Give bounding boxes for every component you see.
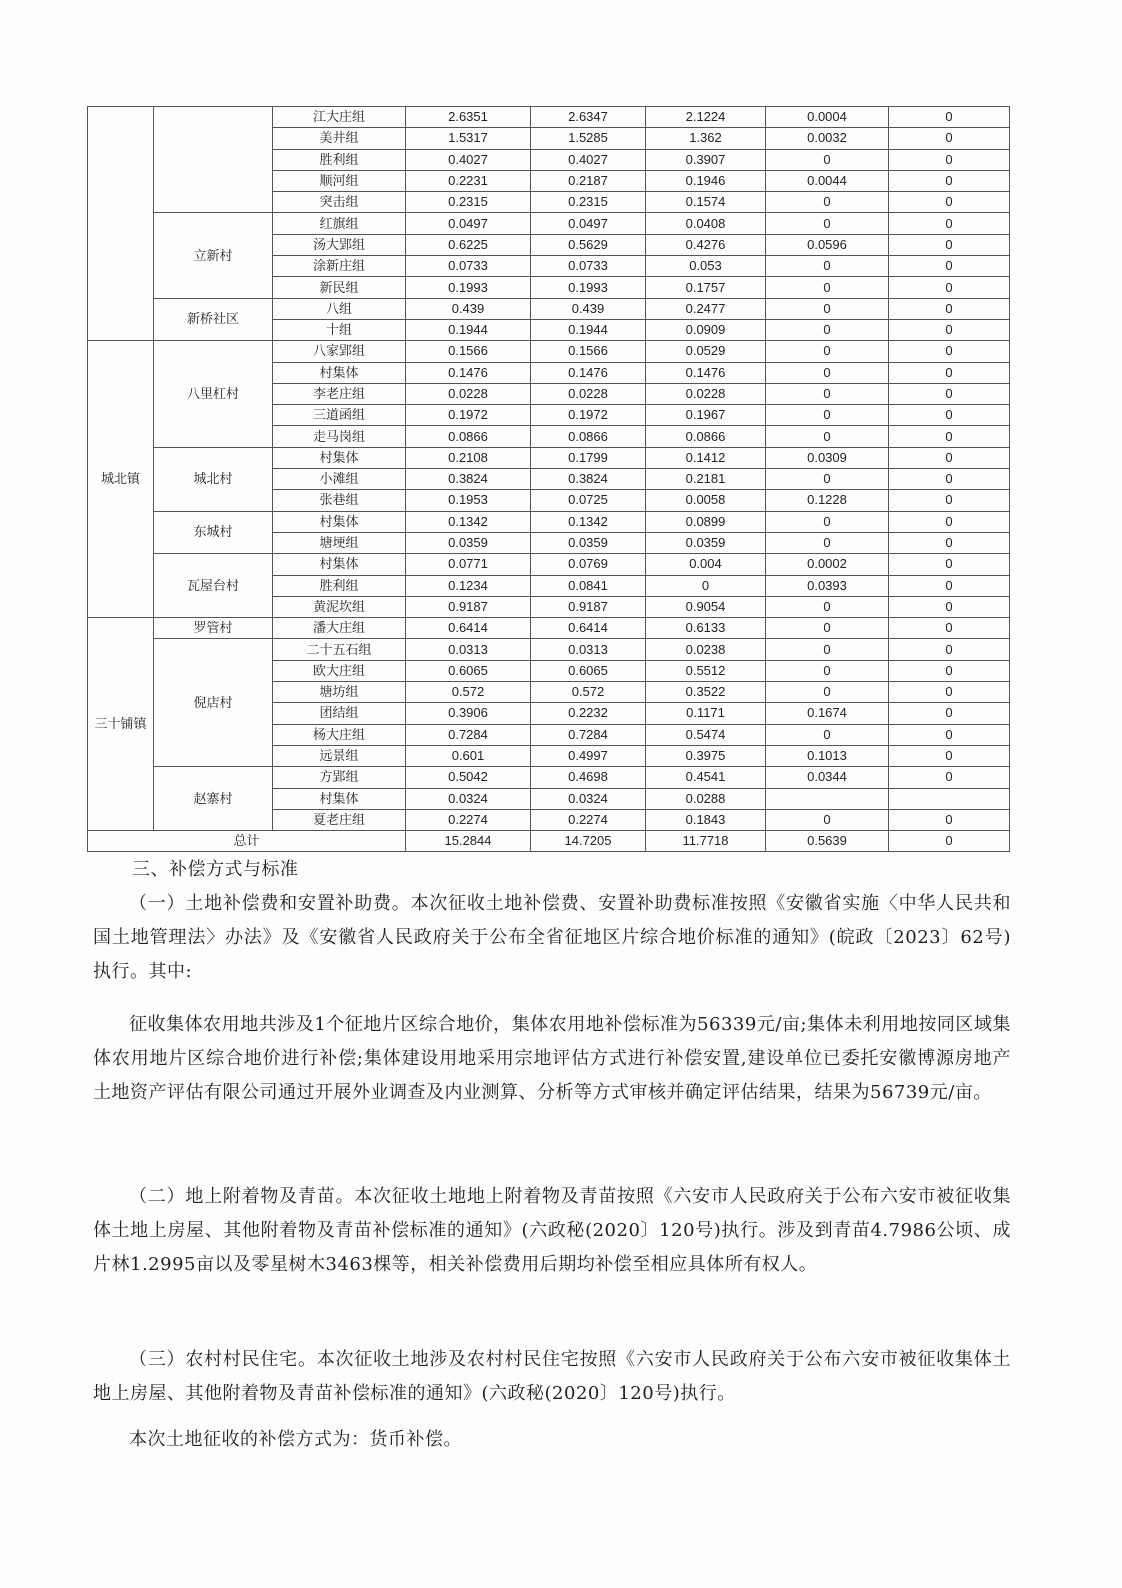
value-cell: 0.3824: [531, 469, 646, 490]
value-cell: 0.0529: [646, 341, 766, 362]
value-cell: 0: [646, 575, 766, 596]
value-cell: 0: [889, 724, 1010, 745]
value-cell: 0.4997: [531, 745, 646, 766]
group-cell: 欧大庄组: [273, 660, 406, 681]
value-cell: 0: [766, 362, 889, 383]
table-row: [88, 213, 1010, 234]
group-cell: 村集体: [273, 554, 406, 575]
value-cell: 0.0004: [766, 107, 889, 128]
value-cell: 0.1228: [766, 490, 889, 511]
value-cell: 0.2315: [406, 192, 531, 213]
group-cell: 塘埂组: [273, 532, 406, 553]
paragraph-land-compensation: [93, 887, 1011, 989]
value-cell: 0: [889, 298, 1010, 319]
value-cell: 0: [766, 298, 889, 319]
village-cell: 八里杠村: [154, 341, 273, 447]
value-cell: 0: [889, 192, 1010, 213]
value-cell: 0.0044: [766, 170, 889, 191]
total-row: [88, 831, 1010, 852]
value-cell: 0.3522: [646, 682, 766, 703]
value-cell: 0: [766, 596, 889, 617]
value-cell: 0.0058: [646, 490, 766, 511]
value-cell: 0: [889, 170, 1010, 191]
value-cell: 0.0238: [646, 639, 766, 660]
value-cell: 2.1224: [646, 107, 766, 128]
table-row: [88, 447, 1010, 468]
value-cell: 0.9187: [406, 596, 531, 617]
value-cell: [766, 788, 889, 809]
value-cell: 0.1953: [406, 490, 531, 511]
village-cell: [154, 107, 273, 213]
value-cell: 0.0313: [531, 639, 646, 660]
value-cell: 2.6351: [406, 107, 531, 128]
value-cell: 0: [889, 511, 1010, 532]
value-cell: 0.0359: [531, 532, 646, 553]
paragraph-text: 本次征收土地地上附着物及青苗按照《六安市人民政府关于公布六安市被征收集体土地上房屋、其他附着物及青苗补偿标准的通知》(六政秘(2020〕120号)执行。涉及到青苗4.7986公顷、成片林1.2995亩以及零星树木3463棵等，相关补偿费用后期均补偿至相应具体所有权人。: [93, 1186, 1012, 1275]
value-cell: 0: [889, 596, 1010, 617]
value-cell: 0: [889, 639, 1010, 660]
value-cell: 0: [889, 554, 1010, 575]
group-cell: 走马岗组: [273, 426, 406, 447]
value-cell: 0: [889, 575, 1010, 596]
value-cell: 0: [766, 319, 889, 340]
land-acquisition-table: [87, 106, 1010, 852]
value-cell: 0: [766, 341, 889, 362]
value-cell: 0.6225: [406, 234, 531, 255]
value-cell: 0.0032: [766, 128, 889, 149]
value-cell: 0.1566: [531, 341, 646, 362]
value-cell: 0.0497: [531, 213, 646, 234]
value-cell: 0.1757: [646, 277, 766, 298]
value-cell: 0.1946: [646, 170, 766, 191]
value-cell: 0.5042: [406, 767, 531, 788]
value-cell: 0.1843: [646, 809, 766, 830]
section-heading: 三、补偿方式与标准: [132, 859, 299, 880]
group-cell: 三道函组: [273, 405, 406, 426]
value-cell: 0.2274: [531, 809, 646, 830]
group-cell: 黄泥坎组: [273, 596, 406, 617]
village-cell: 罗管村: [154, 618, 273, 639]
value-cell: 0.1476: [646, 362, 766, 383]
value-cell: 0.1476: [406, 362, 531, 383]
value-cell: 0.1972: [531, 405, 646, 426]
value-cell: 0.0866: [531, 426, 646, 447]
table-row: [88, 341, 1010, 362]
value-cell: 0.1342: [406, 511, 531, 532]
value-cell: 0.572: [406, 682, 531, 703]
value-cell: 0: [889, 341, 1010, 362]
value-cell: 0: [889, 682, 1010, 703]
value-cell: 0.0771: [406, 554, 531, 575]
value-cell: 0: [889, 149, 1010, 170]
value-cell: 0.0596: [766, 234, 889, 255]
town-cell: 三十铺镇: [88, 618, 154, 831]
value-cell: 0: [766, 469, 889, 490]
value-cell: 0: [889, 490, 1010, 511]
value-cell: 0.2108: [406, 447, 531, 468]
group-cell: 江大庄组: [273, 107, 406, 128]
value-cell: 0: [889, 319, 1010, 340]
value-cell: 0.2274: [406, 809, 531, 830]
value-cell: 0: [889, 405, 1010, 426]
value-cell: 0.0002: [766, 554, 889, 575]
value-cell: 0: [889, 809, 1010, 830]
group-cell: 红旗组: [273, 213, 406, 234]
value-cell: 0.5474: [646, 724, 766, 745]
value-cell: 0: [766, 405, 889, 426]
value-cell: 0: [766, 426, 889, 447]
value-cell: 0.053: [646, 256, 766, 277]
value-cell: 0: [889, 234, 1010, 255]
group-cell: 十组: [273, 319, 406, 340]
value-cell: 0.3975: [646, 745, 766, 766]
group-cell: 村集体: [273, 362, 406, 383]
town-cell: 城北镇: [88, 341, 154, 618]
village-cell: 瓦屋台村: [154, 554, 273, 618]
value-cell: 0: [889, 213, 1010, 234]
value-cell: 0.4698: [531, 767, 646, 788]
group-cell: 张巷组: [273, 490, 406, 511]
value-cell: 0: [889, 256, 1010, 277]
table-row: [88, 767, 1010, 788]
value-cell: 0.2477: [646, 298, 766, 319]
value-cell: 0.0733: [531, 256, 646, 277]
value-cell: 0.4276: [646, 234, 766, 255]
value-cell: 0.1944: [531, 319, 646, 340]
value-cell: 0.1993: [406, 277, 531, 298]
value-cell: 0.9187: [531, 596, 646, 617]
group-cell: 胜利组: [273, 575, 406, 596]
value-cell: 0: [889, 128, 1010, 149]
total-value-cell: 15.2844: [406, 831, 531, 852]
value-cell: 0: [889, 618, 1010, 639]
value-cell: 0: [766, 256, 889, 277]
total-value-cell: 0: [889, 831, 1010, 852]
village-cell: 新桥社区: [154, 298, 273, 341]
paragraph-text: 本次征收土地补偿费、安置补助费标准按照《安徽省实施〈中华人民共和国土地管理法〉办法》及《安徽省人民政府关于公布全省征地区片综合地价标准的通知》(皖政〔2023〕62号)执行。其中:: [93, 893, 1011, 982]
subheading-land-compensation: （一）土地补偿费和安置补助费。: [129, 893, 411, 914]
value-cell: 0.0769: [531, 554, 646, 575]
group-cell: 李老庄组: [273, 383, 406, 404]
group-cell: 八家郢组: [273, 341, 406, 362]
value-cell: 0.7284: [531, 724, 646, 745]
value-cell: 0.2315: [531, 192, 646, 213]
value-cell: 0.0866: [646, 426, 766, 447]
value-cell: 0.1476: [531, 362, 646, 383]
value-cell: 0.0497: [406, 213, 531, 234]
value-cell: 0: [889, 107, 1010, 128]
total-label: 总计: [88, 831, 406, 852]
table-row: [88, 618, 1010, 639]
paragraph-price-standard: 征收集体农用地共涉及1个征地片区综合地价，集体农用地补偿标准为56339元/亩;集体未利用地按同区域集体农用地片区综合地价进行补偿;集体建设用地采用宗地评估方式进行补偿安置,建设单位已委托安徽博源房地产土地资产评估有限公司通过开展外业调查及内业测算、分析等方式审核并确定评估结果，结果为56739元/亩。: [93, 1014, 1011, 1103]
value-cell: 0.1574: [646, 192, 766, 213]
group-cell: 杨大庄组: [273, 724, 406, 745]
value-cell: 0.0725: [531, 490, 646, 511]
value-cell: 0.1412: [646, 447, 766, 468]
value-cell: 0.0344: [766, 767, 889, 788]
value-cell: 0.4027: [406, 149, 531, 170]
value-cell: 0.0408: [646, 213, 766, 234]
value-cell: 0: [889, 447, 1010, 468]
value-cell: 0.1972: [406, 405, 531, 426]
value-cell: [889, 788, 1010, 809]
value-cell: 1.5317: [406, 128, 531, 149]
value-cell: 0.6414: [406, 618, 531, 639]
value-cell: 0.0288: [646, 788, 766, 809]
value-cell: 0.2232: [531, 703, 646, 724]
total-value-cell: 11.7718: [646, 831, 766, 852]
value-cell: 0.0733: [406, 256, 531, 277]
table-row: [88, 107, 1010, 128]
value-cell: 0.0228: [646, 383, 766, 404]
value-cell: 0.0228: [406, 383, 531, 404]
value-cell: 0: [889, 660, 1010, 681]
value-cell: 0.1993: [531, 277, 646, 298]
value-cell: 0.3907: [646, 149, 766, 170]
value-cell: 0.0359: [646, 532, 766, 553]
group-cell: 潘大庄组: [273, 618, 406, 639]
group-cell: 顺河组: [273, 170, 406, 191]
value-cell: 0.1013: [766, 745, 889, 766]
value-cell: 0: [766, 724, 889, 745]
value-cell: 0: [889, 745, 1010, 766]
value-cell: 0.0393: [766, 575, 889, 596]
village-cell: 赵寨村: [154, 767, 273, 831]
value-cell: 0.1234: [406, 575, 531, 596]
value-cell: 0: [766, 809, 889, 830]
town-cell: [88, 107, 154, 341]
table-row: [88, 298, 1010, 319]
value-cell: 0: [766, 618, 889, 639]
value-cell: 0.6065: [406, 660, 531, 681]
group-cell: 塘坊组: [273, 682, 406, 703]
value-cell: 0.9054: [646, 596, 766, 617]
value-cell: 0: [889, 767, 1010, 788]
value-cell: 0.004: [646, 554, 766, 575]
value-cell: 1.362: [646, 128, 766, 149]
table-row: [88, 554, 1010, 575]
value-cell: 0.0359: [406, 532, 531, 553]
value-cell: 0.1799: [531, 447, 646, 468]
value-cell: 0.2231: [406, 170, 531, 191]
group-cell: 团结组: [273, 703, 406, 724]
value-cell: 0: [766, 383, 889, 404]
group-cell: 突击组: [273, 192, 406, 213]
value-cell: 0: [889, 532, 1010, 553]
value-cell: 0.0909: [646, 319, 766, 340]
value-cell: 0: [766, 511, 889, 532]
village-cell: 立新村: [154, 213, 273, 298]
paragraph-housing: （三）农村村民住宅。本次征收土地涉及农村村民住宅按照《六安市人民政府关于公布六安市被征收集体土地上房屋、其他附着物及青苗补偿标准的通知》(六政秘(2020〕120号)执行。: [93, 1349, 1011, 1404]
value-cell: 0: [889, 426, 1010, 447]
value-cell: 0.0841: [531, 575, 646, 596]
value-cell: 0.439: [406, 298, 531, 319]
group-cell: 二十五石组: [273, 639, 406, 660]
value-cell: 0.601: [406, 745, 531, 766]
group-cell: 村集体: [273, 511, 406, 532]
value-cell: 0.6133: [646, 618, 766, 639]
value-cell: 0: [766, 639, 889, 660]
value-cell: 0.0324: [531, 788, 646, 809]
value-cell: 0.2181: [646, 469, 766, 490]
value-cell: 0.1342: [531, 511, 646, 532]
value-cell: 0.0313: [406, 639, 531, 660]
village-cell: 城北村: [154, 447, 273, 511]
group-cell: 远景组: [273, 745, 406, 766]
value-cell: 0.572: [531, 682, 646, 703]
value-cell: 0.0324: [406, 788, 531, 809]
value-cell: 0.6065: [531, 660, 646, 681]
value-cell: 0.3906: [406, 703, 531, 724]
total-value-cell: 0.5639: [766, 831, 889, 852]
value-cell: 0.1674: [766, 703, 889, 724]
value-cell: 0.4541: [646, 767, 766, 788]
subheading-attachments: （二）地上附着物及青苗。: [129, 1186, 355, 1207]
value-cell: 2.6347: [531, 107, 646, 128]
value-cell: 0: [766, 682, 889, 703]
value-cell: 0: [766, 660, 889, 681]
value-cell: 0.7284: [406, 724, 531, 745]
value-cell: 0: [889, 383, 1010, 404]
group-cell: 夏老庄组: [273, 809, 406, 830]
value-cell: 0.1944: [406, 319, 531, 340]
value-cell: 0: [889, 277, 1010, 298]
value-cell: 0.5629: [531, 234, 646, 255]
table-row: [88, 639, 1010, 660]
group-cell: 村集体: [273, 788, 406, 809]
value-cell: 0.1967: [646, 405, 766, 426]
group-cell: 美井组: [273, 128, 406, 149]
value-cell: 0.439: [531, 298, 646, 319]
value-cell: 0.3824: [406, 469, 531, 490]
value-cell: 0.0866: [406, 426, 531, 447]
value-cell: 0.4027: [531, 149, 646, 170]
village-cell: 倪店村: [154, 639, 273, 767]
group-cell: 八组: [273, 298, 406, 319]
value-cell: 0: [766, 277, 889, 298]
value-cell: 0: [766, 213, 889, 234]
total-value-cell: 14.7205: [531, 831, 646, 852]
value-cell: 0: [766, 192, 889, 213]
group-cell: 新民组: [273, 277, 406, 298]
value-cell: 0.0228: [531, 383, 646, 404]
value-cell: 0.5512: [646, 660, 766, 681]
value-cell: 0: [889, 703, 1010, 724]
group-cell: 小滩组: [273, 469, 406, 490]
value-cell: 0.0309: [766, 447, 889, 468]
group-cell: 村集体: [273, 447, 406, 468]
paragraph-attachments: [93, 1180, 1011, 1282]
value-cell: 0: [889, 469, 1010, 490]
value-cell: 0.0899: [646, 511, 766, 532]
value-cell: 0.1171: [646, 703, 766, 724]
value-cell: 0: [766, 149, 889, 170]
value-cell: 0.2187: [531, 170, 646, 191]
value-cell: 0: [889, 362, 1010, 383]
group-cell: 胜利组: [273, 149, 406, 170]
value-cell: 0.1566: [406, 341, 531, 362]
value-cell: 0.6414: [531, 618, 646, 639]
paragraph-compensation-method: 本次土地征收的补偿方式为：货币补偿。: [129, 1429, 462, 1450]
group-cell: 方郢组: [273, 767, 406, 788]
value-cell: 1.5285: [531, 128, 646, 149]
value-cell: 0: [766, 532, 889, 553]
table-row: [88, 511, 1010, 532]
group-cell: 汤大郢组: [273, 234, 406, 255]
village-cell: 东城村: [154, 511, 273, 554]
group-cell: 涂新庄组: [273, 256, 406, 277]
